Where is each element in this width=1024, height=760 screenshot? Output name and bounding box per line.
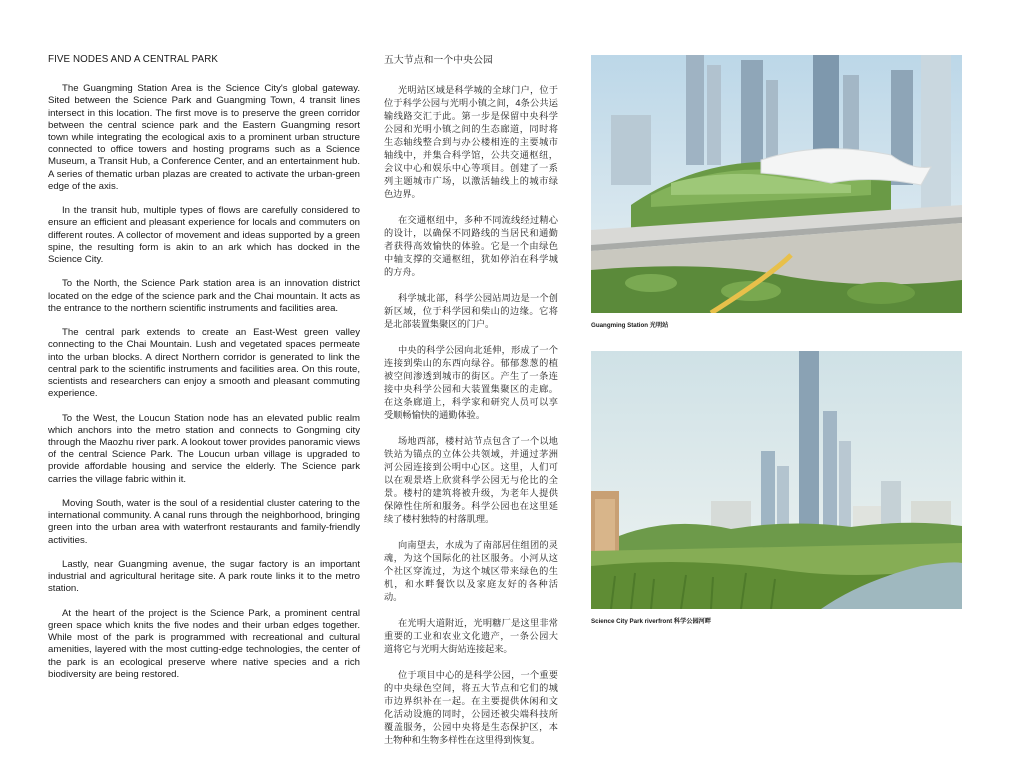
english-paragraph-5: To the West, the Loucun Station node has an elevated public realm which anchors into the metro station and connects to Gongming city through the Maozhu river park. A lookout tower provides panoramic views of the central Science Park. The Loucun urban village is upgraded to provide affordable housing and service the elderly. The Science park carries the village fabric within it. xyxy=(48,412,360,485)
english-column xyxy=(48,54,360,693)
english-title: FIVE NODES AND A CENTRAL PARK xyxy=(48,54,219,65)
chinese-paragraph-2: 在交通枢纽中，多种不同流线经过精心的设计，以确保不同路线的当居民和通勤者获得高效愉快的体验。它是一个由绿色中轴支撑的交通枢纽，犹如停泊在科学城的方舟。 xyxy=(384,215,558,277)
english-paragraph-8: At the heart of the project is the Science Park, a prominent central green space which knits the five nodes and their urban edges together. While most of the park is programmed with recreational and cultural amenities, layered with the most cutting-edge technologies, the center of the park is an ecological preserve where native species and a rich biodiversity are being restored. xyxy=(48,607,360,680)
chinese-column xyxy=(384,54,558,760)
english-paragraph-6: Moving South, water is the soul of a residential cluster catering to the international community. A canal runs through the neighborhood, bringing green into the urban area with waterfront restaurants and family-friendly activities. xyxy=(48,498,360,546)
english-paragraph-2: In the transit hub, multiple types of flows are carefully considered to ensure an efficient and pleasant experience for locals and commuters on different routes. A collector of movement and ideas supported by a green spine, the resulting form is akin to an ark which has docked in the Science City. xyxy=(48,205,360,266)
chinese-paragraph-4: 中央的科学公园向北延伸，形成了一个连接到柴山的东西向绿谷。郁郁葱葱的植被空间渗透到城市的街区。产生了一条连接中央科学公园和大装置集聚区的走廊。在这条廊道上，科学家和研究人员可以享受顺畅愉快的通勤体验。 xyxy=(384,345,558,420)
chinese-paragraph-8: 位于项目中心的是科学公园，一个重要的中央绿色空间，将五大节点和它们的城市边界织补在一起。在主要提供休闲和文化活动设施的同时，公园还被尖端科技所覆盖服务，公园中央将是生态保护区，本土物种和生物多样性在这里得到恢复。 xyxy=(384,670,558,745)
chinese-paragraph-7: 在光明大道附近，光明糖厂是这里非常重要的工业和农业文化遗产，一条公园大道将它与光明大街站连接起来。 xyxy=(384,618,558,654)
chinese-paragraph-3: 科学城北部，科学公园站周边是一个创新区域，位于科学园和柴山的边缘。它将是北部装置集聚区的门户。 xyxy=(384,293,558,329)
caption-guangming-station: Guangming Station 光明站 xyxy=(591,322,669,329)
guangming-station-rendering xyxy=(591,55,962,313)
english-paragraph-3: To the North, the Science Park station area is an innovation district located on the edge of the science park and the Chai mountain. It acts as the entrance to the northern scientific instruments and facilities area. xyxy=(48,278,360,314)
science-park-riverfront-rendering xyxy=(591,351,962,609)
chinese-title: 五大节点和一个中央公园 xyxy=(384,55,493,66)
caption-science-park-riverfront: Science City Park riverfront 科学公园河畔 xyxy=(591,618,712,625)
english-paragraph-1: The Guangming Station Area is the Science City's global gateway. Sited between the Science Park and Guangming Town, 4 transit lines intersect in this location. The first move is to preserve the green corridor between the central science park and the Eastern Guangming resort town while integrating the ecological axis to a prominent urban structure connected to office towers and hosting programs such as a Science Museum, a Transit Hub, a Conference Center, and an entertainment hub. A series of thematic urban plazas are created to activate the urban-green edge of the axis. xyxy=(48,83,360,192)
chinese-paragraph-6: 向南望去，水成为了南部居住组团的灵魂，为这个国际化的社区服务。小河从这个社区穿流过，为这个城区带来绿色的生机，和水畔餐饮以及家庭友好的各种活动。 xyxy=(384,540,558,602)
chinese-paragraph-1: 光明站区域是科学城的全球门户，位于位于科学公园与光明小镇之间，4条公共运输线路交汇于此。第一步是保留中央科学公园和光明小镇之间的生态廊道，同时将生态轴线整合到与办公楼相连的主要城市轴线中，并集合科学馆，公共交通枢纽，会议中心和娱乐中心等项目。创建了一系列主题城市广场，以激活轴线上的城市绿色边界。 xyxy=(384,85,558,199)
english-paragraph-4: The central park extends to create an East-West green valley connecting to the Chai Mountain. Lush and vegetated spaces permeate into the urban blocks. A direct Northern corridor is generated to link the central park to the scientific instruments and facilities area. On this route, scientists and researchers can enjoy a smooth and pleasant commuting experience. xyxy=(48,327,360,400)
english-paragraph-7: Lastly, near Guangming avenue, the sugar factory is an important industrial and agricultural heritage site. A park route links it to the metro station. xyxy=(48,559,360,595)
chinese-paragraph-5: 场地西部，楼村站节点包含了一个以地铁站为锚点的立体公共领域，并通过茅洲河公园连接到公明中心区。这里，人们可以在观景塔上欣赏科学公园无与伦比的全景。楼村的建筑将被升级，为老年人提供保障性住所和服务。科学公园也在这里延续了楼村独特的村落肌理。 xyxy=(384,436,558,524)
